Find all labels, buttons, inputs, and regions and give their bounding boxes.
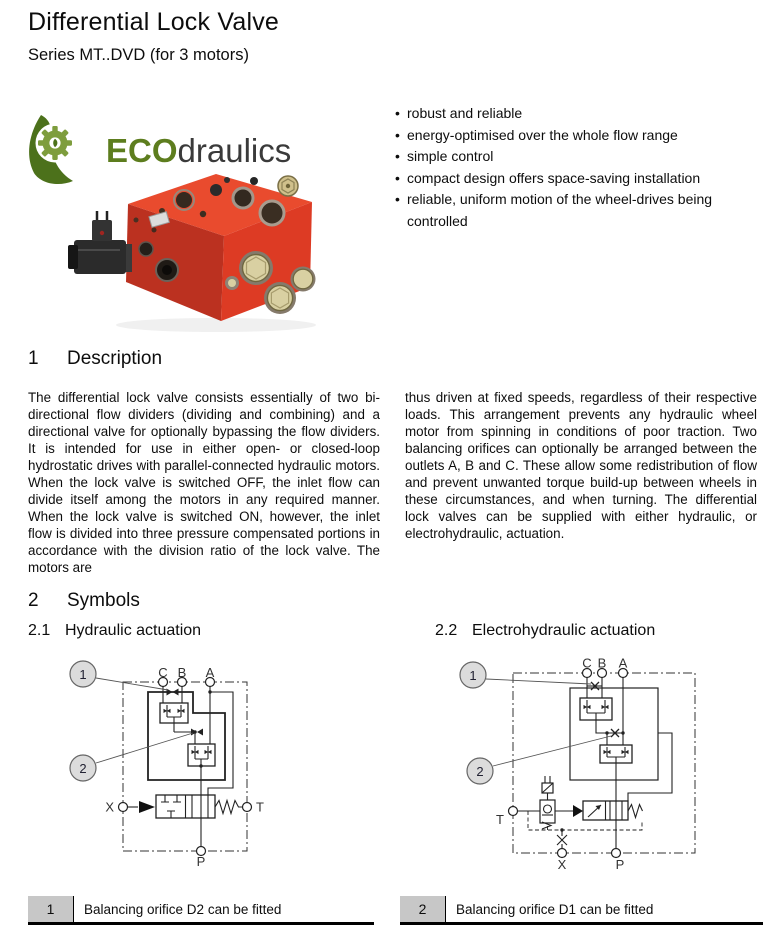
pilot-arrow (139, 801, 155, 813)
subsection-title: Electrohydraulic actuation (472, 622, 656, 639)
section-number: 2 (28, 590, 39, 611)
port-label-t: T (496, 812, 504, 827)
port-label-t: T (256, 799, 264, 815)
port-label-x: X (557, 857, 567, 872)
legend-row-1 (28, 896, 374, 925)
callout-2-number: 2 (79, 761, 87, 776)
logo-text-draulics: draulics (177, 131, 292, 169)
page-title: Differential Lock Valve (28, 8, 280, 36)
callout-1-number: 1 (79, 667, 87, 682)
subsection-number: 2.1 (28, 622, 51, 639)
callout-leader-2 (493, 736, 611, 766)
callout-leader-2 (96, 733, 193, 763)
section-title: Symbols (67, 590, 140, 611)
port-label-c: C (158, 665, 168, 680)
feature-item: • simple control (394, 146, 760, 168)
section-number: 1 (28, 348, 39, 369)
subsection-title: Hydraulic actuation (65, 622, 202, 639)
legend-text: Balancing orifice D1 can be fitted (456, 901, 654, 917)
port-label-b: B (597, 655, 607, 671)
section-description-heading (28, 348, 162, 370)
logo-text-eco: ECO (106, 131, 178, 169)
section-title: Description (67, 348, 163, 369)
port-label-p: P (615, 857, 625, 872)
subsection-electrohydraulic-heading (435, 622, 655, 640)
description-col-left: The differential lock valve consists essentially of two bi-directional flow dividers (dividing and combining) and a directional valve for optionally bypassing the flow dividers. It is intended for use in either open- or closed-loop hydrostatic drives with parallel-connected hydraulic motors. When the lock valve is switched OFF, the inlet flow can divide itself among the motors in any required manner. When the lock valve is switched ON, however, the inlet flow is divided into three pressure compensated portions in accordance with the division ratio of the lock valve. The motors are (28, 390, 380, 575)
feature-item: • reliable, uniform motion of the wheel-drives being controlled (394, 189, 760, 232)
legend-row-2 (400, 896, 763, 925)
subsection-hydraulic-heading (28, 622, 201, 640)
port-label-p: P (196, 854, 206, 869)
port-label-x: X (105, 799, 114, 815)
feature-item: • compact design offers space-saving installation (394, 168, 760, 190)
valve-envelope-border (123, 682, 247, 851)
port-label-a: A (618, 655, 628, 671)
circuit-lines (518, 678, 673, 849)
callout-1-number: 1 (469, 668, 477, 683)
callout-leader-1 (96, 678, 168, 690)
spring-symbol (628, 805, 643, 818)
callout-2-number: 2 (476, 764, 484, 779)
legend-number: 1 (28, 896, 74, 922)
product-image (66, 160, 324, 334)
page-subtitle: Series MT..DVD (for 3 motors) (28, 46, 249, 64)
port-label-b: B (177, 665, 187, 680)
section-symbols-heading (28, 590, 140, 612)
port-label-a: A (205, 665, 215, 680)
hydraulic-actuation-diagram (20, 653, 380, 888)
feature-item: • energy-optimised over the whole flow range (394, 125, 760, 147)
pilot-arrow (573, 805, 583, 817)
description-col-right: thus driven at fixed speeds, regardless of their respective loads. This arrangement prevents any hydraulic wheel motor from spinning in conditions of poor traction. Two balancing orifices can optionally be arranged between the outlets A, B and C. These allow some redistribution of flow and prevent unwanted torque build-up between wheels in these circumstances, and when turning. The differential lock valves can be supplied with either hydraulic, or electrohydraulic, actuation. (405, 390, 757, 541)
callout-leader-1 (486, 679, 591, 684)
port-circles (119, 678, 252, 856)
feature-list (394, 103, 760, 232)
feature-item: • robust and reliable (394, 103, 760, 125)
port-label-c: C (582, 655, 592, 671)
legend-text: Balancing orifice D2 can be fitted (84, 901, 282, 917)
electrohydraulic-actuation-diagram (405, 653, 765, 888)
port-labels (105, 665, 264, 869)
subsection-number: 2.2 (435, 622, 458, 639)
spring-symbol (215, 801, 243, 814)
legend-number: 2 (400, 896, 446, 922)
